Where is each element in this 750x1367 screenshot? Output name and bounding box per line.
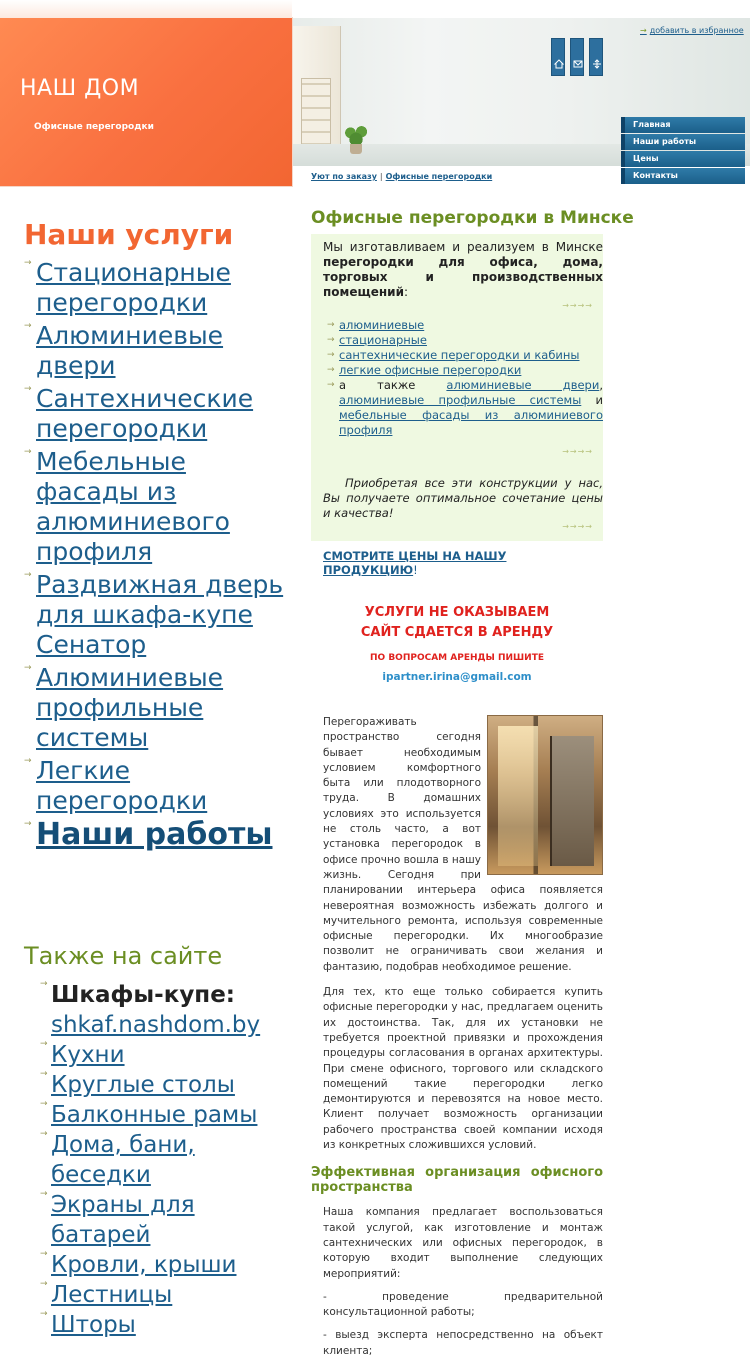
list-item — [24, 756, 296, 816]
breadcrumb-item-current[interactable]: Офисные перегородки — [385, 172, 493, 181]
list-item — [40, 1040, 290, 1070]
arrow-bullet-icon: → — [24, 570, 32, 580]
rent-email[interactable]: ipartner.irina@gmail.com — [382, 671, 532, 683]
arrows-decoration-icon: →→→→ — [562, 522, 593, 531]
also-on-site-title: Также на сайте — [24, 942, 223, 970]
main-nav — [621, 117, 745, 185]
arrow-bullet-icon: → — [40, 979, 48, 989]
mail-icon[interactable] — [570, 38, 584, 76]
logo-panel[interactable] — [0, 18, 292, 186]
service-link-stationary[interactable]: Стационарные перегородки — [36, 258, 231, 317]
also-link-houses[interactable]: Дома, бани, беседки — [51, 1132, 195, 1188]
arrow-bullet-icon: → — [24, 447, 32, 457]
list-item — [24, 819, 296, 851]
article-paragraph: - выезд эксперта непосредственно на объект клиента; — [323, 1329, 603, 1357]
arrow-bullet-icon: → — [40, 1069, 48, 1079]
service-link-furniture-facades[interactable]: Мебельные фасады из алюминиевого профиля — [36, 447, 230, 566]
list-item — [40, 980, 290, 1040]
list-item — [40, 1070, 290, 1100]
main-content: Офисные перегородки в Минске Мы изготавливаем и реализуем в Минске перегородки для офиса, дома, торговых и производственных помещений: →→→→ → алюминиевые → стационарные → сантехнические перегородки и кабины → легкие офисные перегородки → а также алюминиевые двери, алюминиевые профильные системы и мебельные фасады из алюминиевого профиля →→→→ Приобретая все эти конструкции у нас, Вы получаете оптимальное сочетание цены и качества! →→→→ СМОТРИТЕ ЦЕНЫ НА НАШУ ПРОДУКЦИЮ! УСЛУГИ НЕ ОКАЗЫВАЕМ САЙТ СДАЕТСЯ В АРЕНДУ ПО ВОПРОСАМ АРЕНДЫ ПИШИТЕ ipartner.irina@gmail.com Перегораживать пространство сегодня бывает необходимым условием комфортного быта или плодотворного труда. В домашних условиях это используется не столь часто, а вот установка перегородок в офисе прочно вошла в нашу жизнь. Сегодня при планировании интерьера офиса появляется невероятная возможность избежать долгого и мучительного ремонта, используя современные офисные перегородки. Их многообразие позволит не ограничивать свои желания и фантазию, подобрав необходимое решение. Для тех, кто еще только собирается купить офисные перегородки у нас, предлагаем оценить их достоинства. Так, для их установки не требуется проектной привязки и прохождения процедуры согласования в органах архитектуры. При смене офисного, торгового или складского помещений такие перегородки легко демонтируются и перевозятся на новое место. Клиент получает возможность организации рабочего пространства своей компании исходя из конкретных сложившихся условий. Эффективная организация офисного пространства Наша компания предлагает воспользоваться такой услугой, как изготовление и монтаж сантехнических или офисных перегородок, в которую входит выполнение следующих мероприятий: - проведение предварительной консультационной работы; - выезд эксперта непосредственно на объект клиента; — [311, 190, 603, 1367]
arrow-bullet-icon: → — [24, 321, 32, 331]
arrow-bullet-icon: → — [40, 1249, 48, 1259]
arrow-bullet-icon: → — [40, 1039, 48, 1049]
list-item — [24, 447, 296, 567]
also-link-stairs[interactable]: Лестницы — [51, 1282, 173, 1308]
list-item — [323, 363, 603, 378]
list-item — [24, 321, 296, 381]
product-link-doors[interactable]: алюминиевые двери — [446, 378, 600, 392]
wardrobes-label: Шкафы-купе: — [51, 982, 235, 1008]
arrow-bullet-icon: → — [327, 365, 335, 375]
arrow-bullet-icon: → — [327, 335, 335, 345]
product-links — [323, 318, 603, 438]
also-link-roofs[interactable]: Кровли, крыши — [51, 1252, 237, 1278]
add-to-favorites-link[interactable]: → добавить в избранное — [640, 26, 744, 35]
arrow-bullet-icon: → — [40, 1279, 48, 1289]
list-item — [40, 1250, 290, 1280]
also-link-round-tables[interactable]: Круглые столы — [51, 1072, 235, 1098]
arrows-decoration-icon: →→→→ — [562, 301, 593, 310]
service-link-sliding-door[interactable]: Раздвижная дверь для шкафа-купе Сенатор — [36, 570, 284, 659]
nav-item-works[interactable]: Наши работы — [621, 134, 745, 150]
service-link-profile-systems[interactable]: Алюминиевые профильные системы — [36, 663, 224, 752]
intro-text: Мы изготавливаем и реализуем в Минске перегородки для офиса, дома, торговых и производственных помещений: — [323, 240, 603, 299]
header — [0, 0, 750, 190]
benefit-text: Приобретая все эти конструкции у нас, Вы получаете оптимальное сочетание цены и качества! — [323, 476, 603, 520]
arrow-bullet-icon: → — [40, 1099, 48, 1109]
arrow-bullet-icon: → — [24, 663, 32, 673]
product-link-aluminium[interactable]: алюминиевые — [339, 318, 425, 332]
home-icon[interactable] — [551, 38, 565, 76]
list-item — [323, 318, 603, 333]
service-link-light-partitions[interactable]: Легкие перегородки — [36, 756, 208, 815]
list-item: → а также алюминиевые двери, алюминиевые профильные системы и мебельные фасады из алюминиевого профиля — [327, 378, 603, 437]
product-link-sanitary[interactable]: сантехнические перегородки и кабины — [339, 348, 580, 362]
list-item — [40, 1100, 290, 1130]
arrow-bullet-icon: → — [40, 1309, 48, 1319]
list-item — [24, 570, 296, 660]
section-title: Эффективная организация офисного пространства — [311, 1165, 603, 1196]
prices-link[interactable]: СМОТРИТЕ ЦЕНЫ НА НАШУ ПРОДУКЦИЮ — [323, 549, 507, 577]
nav-item-prices[interactable]: Цены — [621, 151, 745, 167]
list-item — [40, 1190, 290, 1250]
arrow-bullet-icon: → — [24, 384, 32, 394]
rent-contact-note: ПО ВОПРОСАМ АРЕНДЫ ПИШИТЕ — [370, 653, 544, 663]
article-paragraph: Перегораживать пространство сегодня бывает необходимым условием комфортного быта или плодотворного труда. В домашних условиях это используется не столь часто, а вот установка перегородок в офисе прочно вошла в нашу жизнь. Сегодня при планировании интерьера офиса появляется невероятная возможность избежать долгого и мучительного ремонта, используя современные офисные перегородки. Их многообразие позволит не ограничивать свои желания и фантазию, подобрав необходимое решение. — [323, 716, 603, 973]
service-link-sanitary[interactable]: Сантехнические перегородки — [36, 384, 254, 443]
arrow-bullet-icon: → — [327, 380, 335, 390]
list-item — [40, 1280, 290, 1310]
breadcrumb-item-cozy[interactable]: Уют по заказу — [311, 172, 377, 181]
page-title: Офисные перегородки в Минске — [311, 208, 634, 228]
arrow-bullet-icon: → — [40, 1189, 48, 1199]
services-list — [24, 258, 296, 854]
product-link-light[interactable]: легкие офисные перегородки — [339, 363, 522, 377]
list-item — [40, 1310, 290, 1340]
article-paragraph: - проведение предварительной консультационной работы; — [323, 1290, 603, 1319]
site-name[interactable]: НАШ ДОМ — [20, 76, 140, 101]
also-link-kitchens[interactable]: Кухни — [51, 1042, 125, 1068]
product-link-stationary[interactable]: стационарные — [339, 333, 427, 347]
article-paragraph: Для тех, кто еще только собирается купить офисные перегородки у нас, предлагаем оценить их достоинства. Так, для их установки не требуется проектной привязки и прохождения процедуры согласования в органах архитектуры. При смене офисного, торгового или складского помещений такие перегородки легко демонтируются и перевозятся на новое место. Клиент получает возможность организации рабочего пространства своей компании исходя из конкретных сложившихся условий. — [323, 986, 603, 1152]
article — [311, 715, 603, 1153]
arrows-decoration-icon: →→→→ — [562, 447, 593, 456]
list-item — [24, 258, 296, 318]
services-title: Наши услуги — [24, 218, 234, 251]
also-link-radiator-screens[interactable]: Экраны для батарей — [51, 1192, 195, 1248]
breadcrumb: Уют по заказу | Офисные перегородки — [311, 172, 493, 181]
list-item — [24, 384, 296, 444]
service-link-aluminium-doors[interactable]: Алюминиевые двери — [36, 321, 224, 380]
arrow-bullet-icon: → — [327, 350, 335, 360]
sitemap-icon[interactable] — [589, 38, 603, 76]
list-item — [24, 663, 296, 753]
arrow-bullet-icon: → — [24, 756, 32, 766]
intro-box — [311, 234, 603, 541]
arrow-bullet-icon: → — [327, 320, 335, 330]
article-continued — [311, 1205, 603, 1359]
rent-notice: УСЛУГИ НЕ ОКАЗЫВАЕМ САЙТ СДАЕТСЯ В АРЕНДУ — [360, 605, 554, 640]
nav-item-contacts[interactable]: Контакты — [621, 168, 745, 184]
plant-image — [345, 124, 367, 154]
office-partitions-photo — [487, 715, 603, 875]
arrow-bullet-icon: → — [24, 819, 32, 829]
also-on-site-list — [40, 980, 290, 1340]
product-link-facades[interactable]: мебельные фасады из алюминиевого профиля — [339, 408, 603, 437]
list-item — [323, 348, 603, 363]
also-link-curtains[interactable]: Шторы — [51, 1312, 136, 1338]
product-link-profile-systems[interactable]: алюминиевые профильные системы — [339, 393, 582, 407]
list-item — [323, 333, 603, 348]
service-link-our-works[interactable]: Наши работы — [36, 817, 273, 852]
nav-item-home[interactable]: Главная — [621, 117, 745, 133]
also-link-shkaf[interactable]: shkaf.nashdom.by — [51, 1012, 261, 1038]
arrow-bullet-icon: → — [40, 1129, 48, 1139]
article-paragraph: Наша компания предлагает воспользоваться такой услугой, как изготовление и монтаж сантехнических или офисных перегородок, в которую входит выполнение следующих мероприятий: — [323, 1206, 603, 1280]
list-item — [40, 1130, 290, 1190]
arrow-bullet-icon: → — [24, 258, 32, 268]
site-tagline: Офисные перегородки — [34, 122, 154, 132]
also-link-balcony-frames[interactable]: Балконные рамы — [51, 1102, 258, 1128]
